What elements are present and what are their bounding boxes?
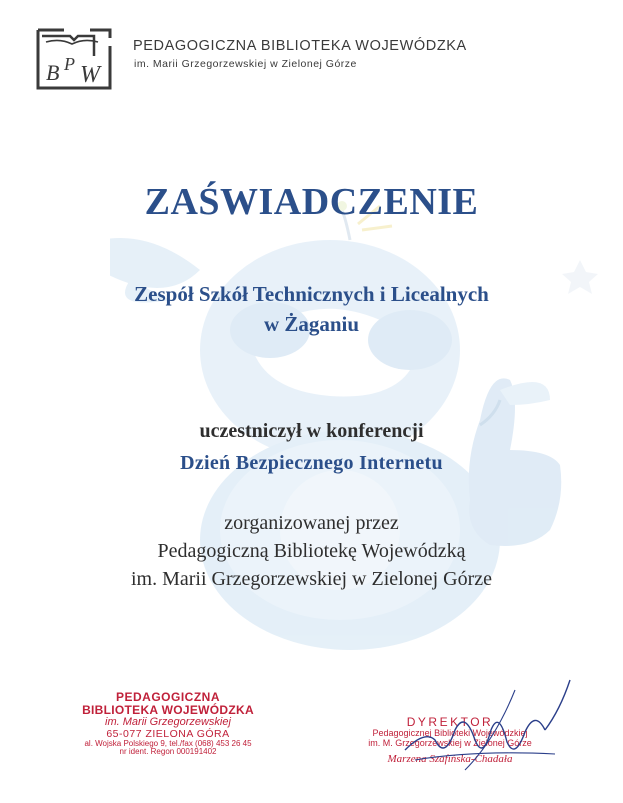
recipient-name: Zespół Szkół Technicznych i Licealnych: [134, 282, 489, 306]
event-name: Dzień Bezpiecznego Internetu: [180, 452, 443, 474]
library-name: PEDAGOGICZNA BIBLIOTEKA WOJEWÓDZKA: [133, 38, 467, 54]
stamp-line: nr ident. Regon 000191402: [119, 747, 217, 757]
stamp-line: im. Marii Grzegorzewskiej: [105, 716, 231, 729]
participation-statement: uczestniczył w konferencji: [199, 420, 424, 442]
stamp-line: al. Wojska Polskiego 9, tel./fax (068) 453 26 45: [84, 738, 252, 748]
svg-text:W: W: [80, 62, 100, 88]
library-subtitle: im. Marii Grzegorzewskiej w Zielonej Górze: [134, 58, 357, 70]
library-logo-icon: [34, 26, 114, 92]
stamp-line: 65-077 ZIELONA GÓRA: [106, 727, 230, 740]
svg-text:B: B: [46, 60, 60, 85]
svg-text:P: P: [64, 54, 75, 74]
organizer-name: Pedagogiczną Bibliotekę Wojewódzką: [157, 540, 466, 562]
stamp-line: Pedagogicznej Biblioteki Wojewódzkiej: [372, 728, 528, 739]
director-signature: [395, 670, 575, 780]
recipient-location: w Żaganiu: [263, 312, 360, 336]
stamp-line: im. M. Grzegorzewskiej w Zielonej Górze: [368, 738, 532, 749]
stamp-line: BIBLIOTEKA WOJEWÓDZKA: [82, 702, 254, 717]
certificate-title: ZAŚWIADCZENIE: [144, 181, 479, 223]
stamp-line: DYREKTOR: [406, 715, 494, 729]
stamp-line: PEDAGOGICZNA: [115, 690, 220, 704]
library-stamp: [78, 691, 258, 757]
organizer-subtitle: im. Marii Grzegorzewskiej w Zielonej Górze: [131, 568, 492, 590]
stamp-line: Marzena Szafińska-Chadała: [387, 752, 513, 765]
organized-by-label: zorganizowanej przez: [224, 512, 399, 534]
